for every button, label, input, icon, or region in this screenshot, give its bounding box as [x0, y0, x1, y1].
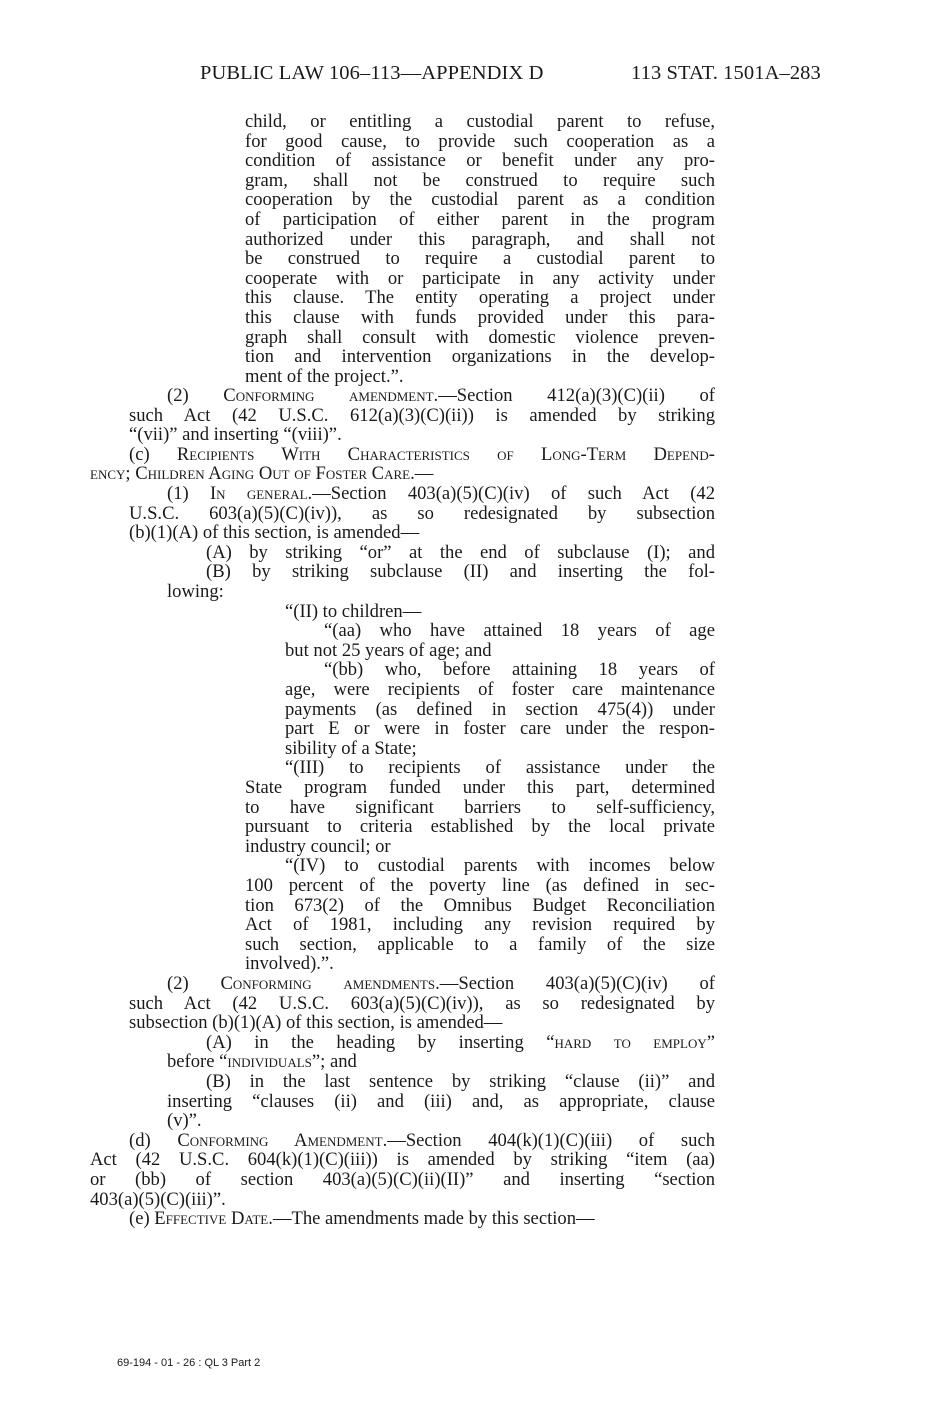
subsection-heading: (1) In general.—Section 403(a)(5)(C)(iv) of such Act (42: [167, 483, 715, 504]
text-line: tion and intervention organizations in the develop-: [245, 346, 715, 367]
text-line: “(IV) to custodial parents with incomes below: [285, 855, 715, 876]
subsection-heading: (2) Conforming amendments.—Section 403(a)(5)(C)(iv) of: [167, 973, 715, 994]
text-line: such section, applicable to a family of the size: [245, 934, 715, 955]
section-heading: (c) Recipients With Characteristics of Long-Term Depend-: [129, 444, 715, 465]
text-line: tion 673(2) of the Omnibus Budget Reconciliation: [245, 895, 715, 916]
text-line: graph shall consult with domestic violence preven-: [245, 327, 715, 348]
text-line: condition of assistance or benefit under any pro-: [245, 150, 715, 171]
subsection-heading: (2) Conforming amendment.—Section 412(a)(3)(C)(ii) of: [167, 385, 715, 406]
text-line: or (bb) of section 403(a)(5)(C)(ii)(II)” and inserting “section: [90, 1169, 715, 1190]
text-line: authorized under this paragraph, and shall not: [245, 229, 715, 250]
text-line: Act of 1981, including any revision required by: [245, 914, 715, 935]
text-line: cooperation by the custodial parent as a condition: [245, 189, 715, 210]
text-line: this clause with funds provided under this para-: [245, 307, 715, 328]
text-line: part E or were in foster care under the respon-: [285, 718, 715, 739]
text-line: payments (as defined in section 475(4)) under: [285, 699, 715, 720]
running-head-page-citation: 113 STAT. 1501A–283: [631, 62, 821, 84]
text-line: “(aa) who have attained 18 years of age: [324, 620, 715, 641]
section-heading: (d) Conforming Amendment.—Section 404(k)(1)(C)(iii) of such: [129, 1130, 715, 1151]
text-line: “(bb) who, before attaining 18 years of: [324, 659, 715, 680]
text-line: but not 25 years of age; and: [285, 640, 492, 661]
section-heading: (e) Effective Date.—The amendments made by this section—: [129, 1208, 595, 1229]
text-line: subsection (b)(1)(A) of this section, is amended—: [129, 1012, 503, 1033]
text-line: age, were recipients of foster care maintenance: [285, 679, 715, 700]
print-job-code: 69-194 - 01 - 26 : QL 3 Part 2: [117, 1357, 261, 1369]
text-line: U.S.C. 603(a)(5)(C)(iv)), as so redesignated by subsection: [129, 503, 715, 524]
text-line: this clause. The entity operating a project under: [245, 287, 715, 308]
text-line: for good cause, to provide such cooperation as a: [245, 131, 715, 152]
text-line: cooperate with or participate in any activity under: [245, 268, 715, 289]
text-line: (A) by striking “or” at the end of subclause (I); and: [206, 542, 715, 563]
text-line: (v)”.: [167, 1110, 202, 1131]
text-line: industry council; or: [245, 836, 391, 857]
text-line: lowing:: [167, 581, 224, 602]
text-line: 100 percent of the poverty line (as defined in sec-: [245, 875, 715, 896]
text-line: sibility of a State;: [285, 738, 417, 759]
text-line: be construed to require a custodial parent to: [245, 248, 715, 269]
text-line: 403(a)(5)(C)(iii)”.: [90, 1189, 226, 1210]
text-line: such Act (42 U.S.C. 603(a)(5)(C)(iv)), as so redesignated by: [129, 993, 715, 1014]
text-line: to have significant barriers to self-sufficiency,: [245, 797, 715, 818]
text-line: gram, shall not be construed to require such: [245, 170, 715, 191]
text-line: (B) in the last sentence by striking “clause (ii)” and: [206, 1071, 715, 1092]
text-line: involved).”.: [245, 953, 334, 974]
text-line: ment of the project.”.: [245, 366, 404, 387]
section-heading: ency; Children Aging Out of Foster Care.—: [90, 463, 434, 484]
text-line: of participation of either parent in the program: [245, 209, 715, 230]
text-line: “(III) to recipients of assistance under the: [285, 757, 715, 778]
text-line: before “individuals”; and: [167, 1051, 357, 1072]
text-line: Act (42 U.S.C. 604(k)(1)(C)(iii)) is amended by striking “item (aa): [90, 1149, 715, 1170]
text-line: “(vii)” and inserting “(viii)”.: [129, 424, 342, 445]
text-line: child, or entitling a custodial parent to refuse,: [245, 111, 715, 132]
text-line: (b)(1)(A) of this section, is amended—: [129, 522, 420, 543]
text-line: (B) by striking subclause (II) and inserting the fol-: [206, 561, 715, 582]
text-line: inserting “clauses (ii) and (iii) and, as appropriate, clause: [167, 1091, 715, 1112]
text-line: “(II) to children—: [285, 601, 422, 622]
text-line: such Act (42 U.S.C. 612(a)(3)(C)(ii)) is amended by striking: [129, 405, 715, 426]
text-line: pursuant to criteria established by the local private: [245, 816, 715, 837]
text-line: (A) in the heading by inserting “hard to employ”: [206, 1032, 715, 1053]
text-line: State program funded under this part, determined: [245, 777, 715, 798]
running-head-title: PUBLIC LAW 106–113—APPENDIX D: [200, 62, 544, 84]
